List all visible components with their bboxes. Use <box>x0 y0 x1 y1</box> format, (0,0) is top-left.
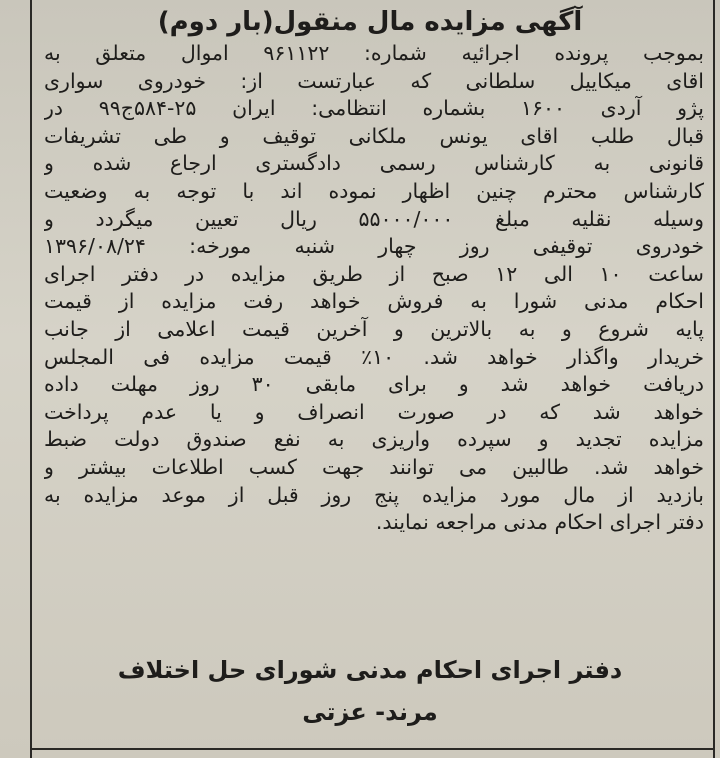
column-border-right <box>713 0 715 758</box>
body-line: خواهد شد. طالبین می توانند جهت کسب اطلاعات بیشتر و <box>44 454 704 479</box>
notice-title: آگهی مزایده مال منقول(بار دوم) <box>157 7 583 37</box>
signature-name: مرند- عزتی <box>302 698 438 726</box>
body-line: اقای میکاییل سلطانی که عبارتست از: خودروی سواری <box>44 68 704 93</box>
column-border-bottom <box>30 748 715 750</box>
body-line: بموجب پرونده اجرائیه شماره: ۹۶۱۱۲۲ اموال متعلق به <box>44 41 704 65</box>
body-line: بازدید از مال مورد مزایده پنج روز قبل از موعد مزایده به <box>44 482 704 507</box>
body-line: قبال طلب اقای یونس ملکانی توقیف و طی تشریفات <box>44 123 704 148</box>
body-line: احکام مدنی شورا به فروش خواهد رفت مزایده از قیمت <box>44 289 704 314</box>
notice-body <box>44 40 704 537</box>
body-line: خودروی توقیفی روز چهار شنبه مورخه: ۱۳۹۶/۰۸/۲۴ <box>44 234 704 259</box>
body-line: ساعت ۱۰ الی ۱۲ صبح از طریق مزایده در دفتر اجرای <box>44 261 704 286</box>
body-line: مزایده تجدید و سپرده واریزی به نفع صندوق دولت ضبط <box>44 427 704 452</box>
body-line: دفتر اجرای احکام مدنی مراجعه نمایند. <box>375 510 704 535</box>
body-line: قانونی به کارشناس رسمی دادگستری ارجاع شده و <box>44 151 704 176</box>
body-line: وسیله نقلیه مبلغ ۵۵۰۰۰/۰۰۰ ریال تعیین میگردد و <box>44 206 704 231</box>
column-border-left <box>30 0 32 758</box>
signature-office: دفتر اجرای احکام مدنی شورای حل اختلاف <box>117 656 623 684</box>
body-line: پایه شروع و به بالاترین و آخرین قیمت اعلامی از جانب <box>44 316 704 341</box>
body-line: خریدار واگذار خواهد شد. ۱۰٪ قیمت مزایده فی المجلس <box>44 344 704 369</box>
body-line: کارشناس محترم چنین اظهار نموده اند با توجه به وضعیت <box>44 178 704 203</box>
body-line: دریافت خواهد شد و برای مابقی ۳۰ روز مهلت داده <box>44 372 704 397</box>
body-line: پژو آردی ۱۶۰۰ بشماره انتظامی: ایران ۲۵-۵۸۴ج۹۹ در <box>44 96 704 121</box>
body-line: خواهد شد که در صورت انصراف و یا عدم پرداخت <box>44 399 704 424</box>
